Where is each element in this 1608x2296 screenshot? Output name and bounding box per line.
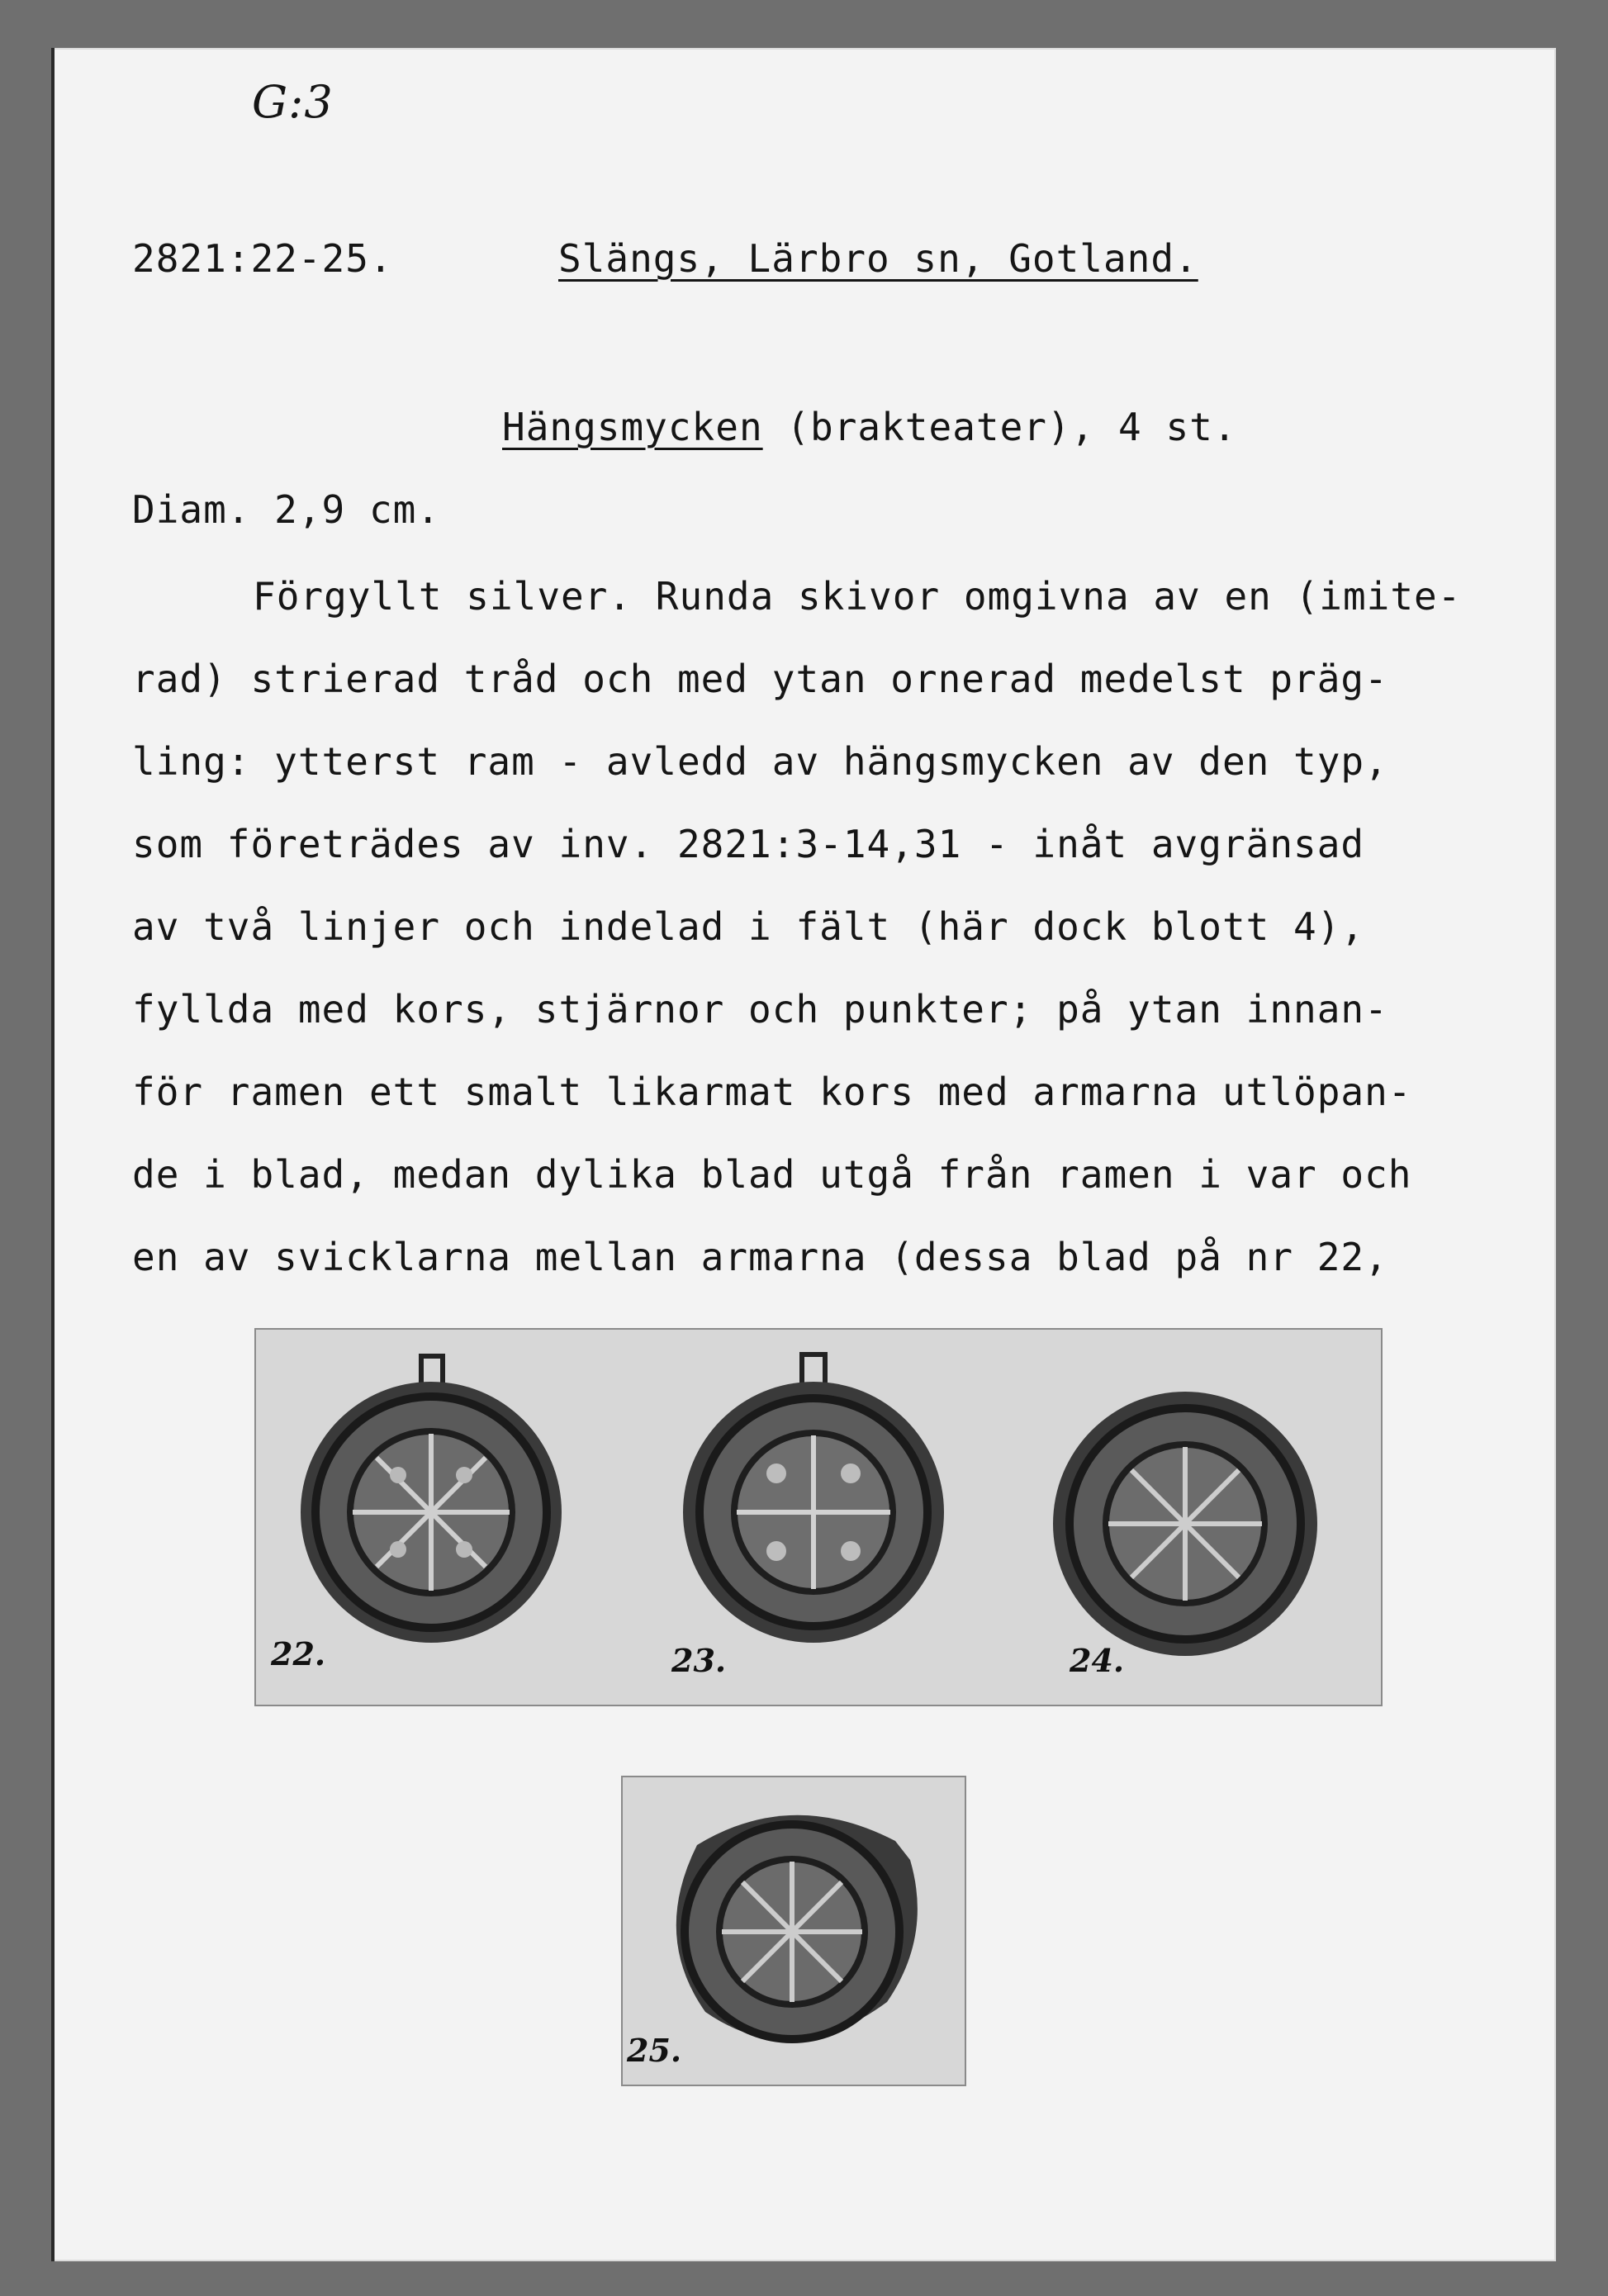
object-rest: (brakteater), 4 st. bbox=[762, 405, 1237, 449]
photo-coin-25 bbox=[621, 1776, 966, 2086]
photo-coins-22-24 bbox=[254, 1328, 1383, 1706]
measurement: Diam. 2,9 cm. bbox=[132, 487, 441, 532]
bracteate-coin-image bbox=[1049, 1388, 1321, 1660]
bracteate-coin-image bbox=[673, 1351, 954, 1648]
bracteate-coin-image bbox=[647, 1796, 937, 2068]
bracteate-coin-image bbox=[291, 1351, 572, 1648]
object-heading bbox=[502, 405, 1237, 449]
inventory-number: 2821:22-25. bbox=[132, 236, 393, 281]
body-line: av två linjer och indelad i fält (här dock blott 4), bbox=[132, 904, 1365, 949]
page-edge bbox=[51, 48, 55, 2261]
corner-mark: G:3 bbox=[252, 76, 334, 128]
body-line: de i blad, medan dylika blad utgå från ramen i var och bbox=[132, 1152, 1412, 1197]
object-name: Hängsmycken bbox=[502, 405, 763, 449]
body-line: fyllda med kors, stjärnor och punkter; på ytan innan- bbox=[132, 987, 1388, 1032]
body-line: en av svicklarna mellan armarna (dessa blad på nr 22, bbox=[132, 1235, 1388, 1279]
coin-label: 24. bbox=[1070, 1642, 1125, 1679]
body-line: ling: ytterst ram - avledd av hängsmycken av den typ, bbox=[132, 739, 1388, 784]
coin-label: 22. bbox=[271, 1635, 326, 1672]
find-location: Slängs, Lärbro sn, Gotland. bbox=[558, 236, 1198, 281]
coin-label: 25. bbox=[627, 2032, 682, 2069]
coin-label: 23. bbox=[671, 1642, 727, 1679]
body-line: Förgyllt silver. Runda skivor omgivna av en (imite- bbox=[253, 574, 1462, 619]
body-line: rad) strierad tråd och med ytan ornerad medelst präg- bbox=[132, 657, 1388, 701]
body-line: som företrädes av inv. 2821:3-14,31 - inåt avgränsad bbox=[132, 822, 1365, 866]
body-line: för ramen ett smalt likarmat kors med armarna utlöpan- bbox=[132, 1070, 1412, 1114]
